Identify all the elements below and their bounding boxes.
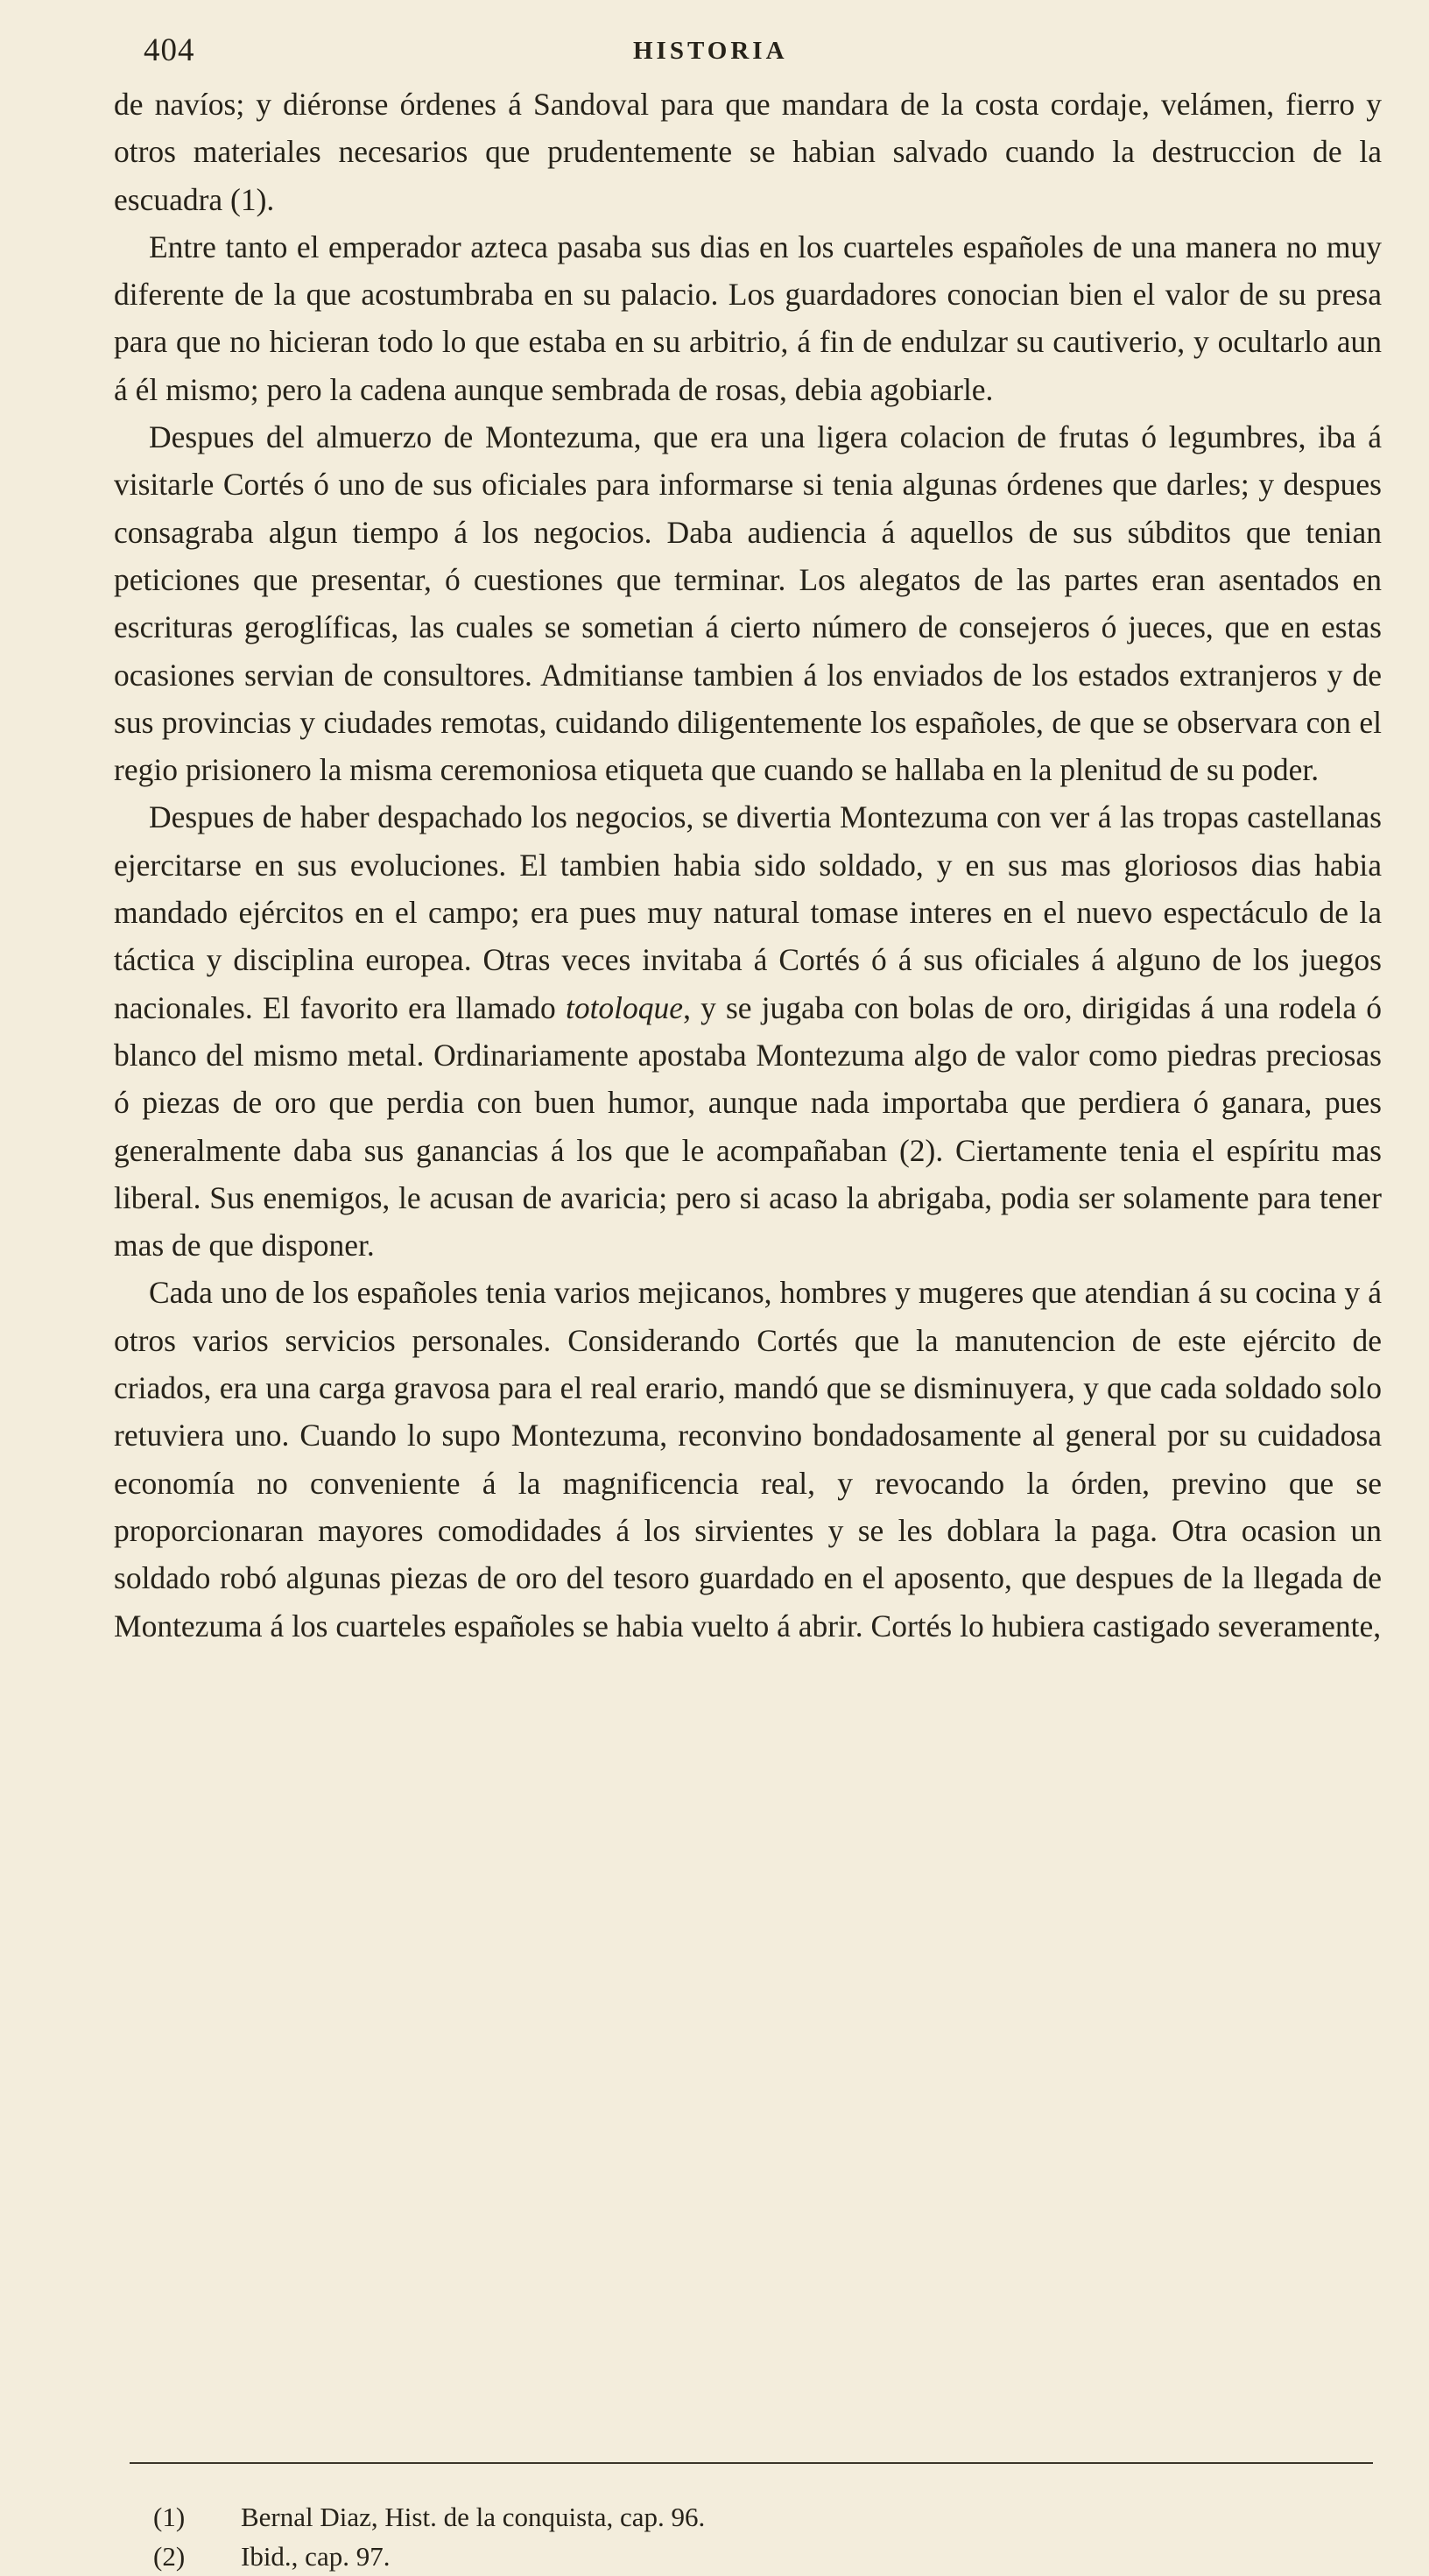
footnote [153,2497,1292,2537]
footnotes [153,2497,1292,2576]
paragraph: Entre tanto el emperador azteca pasaba sus dias en los cuarteles españoles de una manera no muy diferente de la que acostumbraba en su palacio. Los guardadores conocian bien el valor de su presa para que no hicieran todo lo que estaba en su arbitrio, á fin de endulzar su cautiverio, y ocultarlo aun á él mismo; pero la cadena aunque sembrada de rosas, debia agobiarle. [114,229,1382,407]
page-header [121,32,1382,84]
page-number: 404 [144,32,195,68]
paragraph: Despues de haber despachado los negocios, se divertia Montezuma con ver á las tropas castellanas ejercitarse en sus evoluciones. El tambien habia sido soldado, y en sus mas gloriosos dias habia mandado ejércitos en el campo; era pues muy natural tomase interes en el nuevo espectáculo de la táctica y disciplina europea. Otras veces invitaba á Cortés ó á sus oficiales á alguno de los juegos nacionales. El favorito era llamado totoloque, y se jugaba con bolas de oro, dirigidas á una rodela ó blanco del mismo metal. Ordinariamente apostaba Montezuma algo de valor como piedras preciosas ó piezas de oro que perdia con buen humor, aunque nada importaba que perdiera ó ganara, pues generalmente daba sus ganancias á los que le acompañaban (2). Ciertamente tenia el espíritu mas liberal. Sus enemigos, le acusan de avaricia; pero si acaso la abrigaba, podia ser solamente para tener mas de que disponer. [114,799,1382,1263]
running-head: HISTORIA [633,37,788,65]
paragraph: Cada uno de los españoles tenia varios mejicanos, hombres y mugeres que atendian á su cocina y á otros varios servicios personales. Considerando Cortés que la manutencion de este ejército de criados, era una carga gravosa para el real erario, mandó que se disminuyera, y que cada soldado solo retuviera uno. Cuando lo supo Montezuma, reconvino bondadosamente al general por su cuidadosa economía no conveniente á la magnificencia real, y revocando la órden, previno que se proporcionaran mayores comodidades á los sirvientes y se les doblara la paga. Otra ocasion un soldado robó algunas piezas de oro del tesoro guardado en el aposento, que despues de la llegada de Montezuma á los cuarteles españoles se habia vuelto á abrir. Cortés lo hubiera castigado severamente, [114,1275,1382,1643]
paragraph: Despues del almuerzo de Montezuma, que era una ligera colacion de frutas ó legumbres, iba á visitarle Cortés ó uno de sus oficiales para informarse si tenia algunas órdenes que darles; y despues consagraba algun tiempo á los negocios. Daba audiencia á aquellos de sus súbditos que tenian peticiones que presentar, ó cuestiones que terminar. Los alegatos de las partes eran asentados en escrituras geroglíficas, las cuales se sometian á cierto número de consejeros ó jueces, que en estas ocasiones servian de consultores. Admitianse tambien á los enviados de los estados extranjeros y de sus provincias y ciudades remotas, cuidando diligentemente los españoles, de que se observara con el regio prisionero la misma ceremoniosa etiqueta que cuando se hallaba en la plenitud de su poder. [114,419,1382,788]
footnote [153,2537,1292,2576]
body-text [114,81,1382,1650]
footnote-number: (1) [153,2502,186,2532]
footnote-text: Ibid., cap. 97. [241,2541,391,2572]
paragraph: de navíos; y diéronse órdenes á Sandoval para que mandara de la costa cordaje, velámen, fierro y otros materiales necesarios que prudentemente se habian salvado cuando la destruccion de la escuadra (1). [114,87,1382,217]
footnote-number: (2) [153,2541,186,2572]
footnote-text: Bernal Diaz, Hist. de la conquista, cap. 96. [241,2502,706,2532]
footnote-divider [130,2462,1373,2464]
italic-term: totoloque [565,989,684,1025]
